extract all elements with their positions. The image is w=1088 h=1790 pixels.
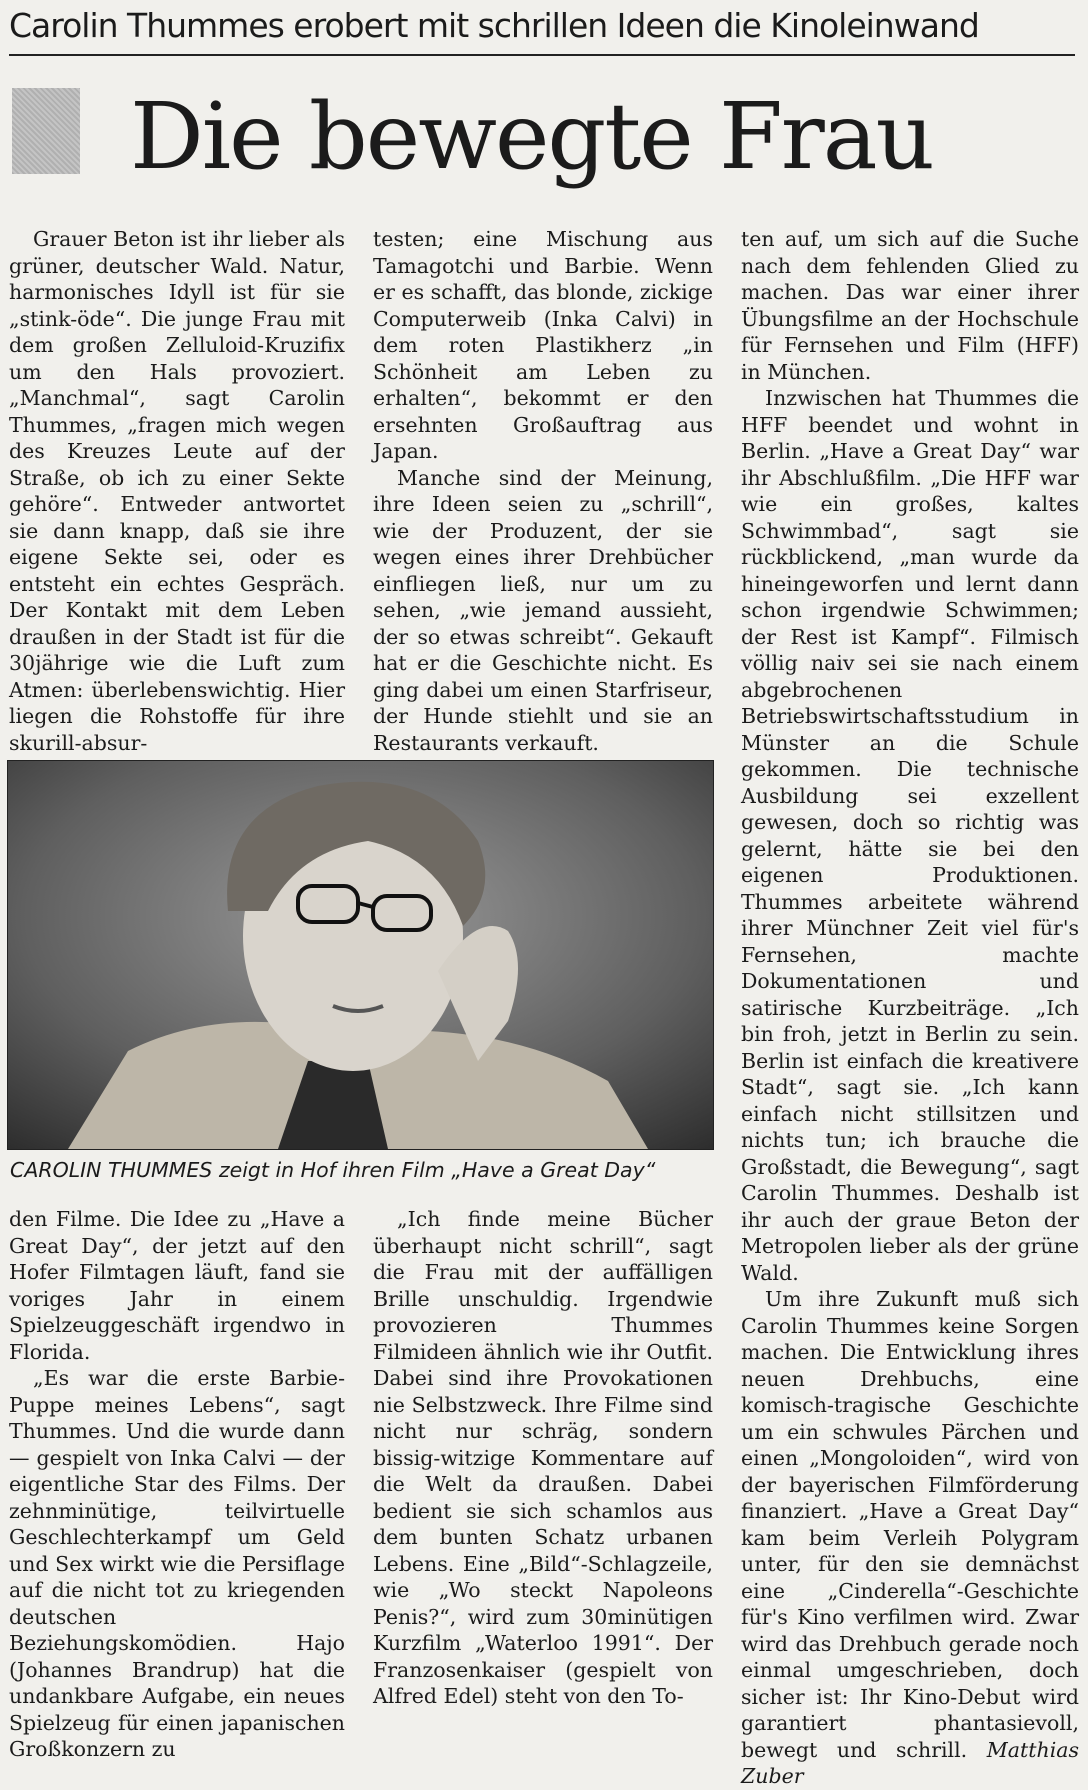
portrait-photo [7, 760, 714, 1150]
paragraph: testen; eine Mischung aus Tamagotchi und Barbie. Wenn er es schafft, das blonde, zickige Computerweib (Inka Calvi) in dem roten Plastikherz „in Schönheit am Leben zu erhalten“, bekommt er den ersehnten Großauftrag aus Japan. [373, 227, 713, 463]
article-column-2-bottom [373, 1206, 713, 1726]
paragraph: ten auf, um sich auf die Suche nach dem fehlenden Glied zu machen. Das war einer ihrer Übungsfilme an der Hochschule für Fernsehen und Film (HFF) in München. [741, 227, 1079, 384]
paragraph: „Ich finde meine Bücher überhaupt nicht schrill“, sagt die Frau mit der auffälligen Brille unschuldig. Irgendwie provozieren Thummes Filmideen ähnlich wie ihr Outfit. Dabei sind ihre Provokationen nie Selbstzweck. Ihre Filme sind nicht nur schräg, sondern bissig-witzige Kommentare auf die Welt da draußen. Dabei bedient sie sich schamlos aus dem bunten Schatz urbanen Lebens. Eine „Bild“-Schlagzeile, wie „Wo steckt Napoleons Penis?“, wird zum 30minütigen Kurzfilm „Waterloo 1991“. Der Franzosenkaiser (gespielt von Alfred Edel) steht von den To- [373, 1207, 713, 1708]
portrait-photo-illustration [8, 761, 713, 1149]
article-column-3 [741, 226, 1079, 1788]
paragraph: Inzwischen hat Thummes die HFF beendet und wohnt in Berlin. „Have a Great Day“ war ihr Abschlußfilm. „Die HFF war wie ein großes, kaltes Schwimmbad“, sagt sie rückblickend, „man wurde da hineingeworfen und lernt dann schon irgendwie Schwimmen; der Rest ist Kampf“. Filmisch völlig naiv sei sie nach einem abgebrochenen Betriebswirtschaftsstudium in Münster an die Schule gekommen. Die technische Ausbildung sei exzellent gewesen, doch so richtig was gelernt, hätte sie bei den eigenen Produktionen. Thummes arbeitete während ihrer Münchner Zeit viel für's Fernsehen, machte Dokumentationen und satirische Kurzbeiträge. „Ich bin froh, jetzt in Berlin zu sein. Berlin ist einfach die kreativere Stadt“, sagt sie. „Ich kann einfach nicht stillsitzen und nichts tun; ich brauche die Großstadt, die Bewegung“, sagt Carolin Thummes. Deshalb ist ihr auch der graue Beton der Metropolen lieber als der grüne Wald. [741, 386, 1079, 1285]
paragraph: den Filme. Die Idee zu „Have a Great Day“, der jetzt auf den Hofer Filmtagen läuft, fand sie voriges Jahr in einem Spielzeuggeschäft irgendwo in Florida. [9, 1207, 345, 1364]
article-column-2-top [373, 226, 713, 755]
headline: Die bewegte Frau [130, 83, 933, 190]
article-column-1-top [9, 226, 345, 755]
paragraph: „Es war die erste Barbie-Puppe meines Lebens“, sagt Thummes. Und die wurde dann — gespielt von Inka Calvi — der eigentliche Star des Films. Der zehnminütige, teilvirtuelle Geschlechterkampf um Geld und Sex wirkt wie die Persiflage auf die nicht tot zu kriegenden deutschen Beziehungskomödien. Hajo (Johannes Brandrup) hat die undankbare Aufgabe, ein neues Spielzeug für einen japanischen Großkonzern zu [9, 1366, 345, 1761]
kicker-line: Carolin Thummes erobert mit schrillen Ideen die Kinoleinwand [9, 2, 1075, 56]
paragraph-text: Um ihre Zukunft muß sich Carolin Thummes keine Sorgen machen. Die Entwicklung ihres neuen Drehbuchs, eine komisch-tragische Geschichte um ein schwules Pärchen und einen „Mongoloiden“, wird von der bayerischen Filmförderung finanziert. „Have a Great Day“ kam beim Verleih Polygram unter, für den sie demnächst eine „Cinderella“-Geschichte für's Kino verfilmen wird. Zwar wird das Drehbuch gerade noch einmal umgeschrieben, doch sicher ist: Ihr Kino-Debut wird garantiert phantasievoll, bewegt und schrill. [741, 1287, 1079, 1762]
article-column-1-bottom [9, 1206, 345, 1761]
photo-caption: CAROLIN THUMMES zeigt in Hof ihren Film „Have a Great Day“ [10, 1158, 656, 1182]
paragraph: Grauer Beton ist ihr lieber als grüner, deutscher Wald. Natur, harmonisches Idyll ist für sie „stink-öde“. Die junge Frau mit dem großen Zelluloid-Kruzifix um den Hals provoziert. „Manchmal“, sagt Carolin Thummes, „fragen mich wegen des Kreuzes Leute auf der Straße, ob ich zu einer Sekte gehöre“. Entweder antwortet sie dann knapp, daß sie ihre eigene Sekte sei, oder es entsteht ein echtes Gespräch. Der Kontakt mit dem Leben draußen in der Stadt ist für die 30jährige wie die Luft zum Atmen: überlebenswichtig. Hier liegen die Rohstoffe für ihre skurill-absur- [9, 227, 345, 755]
byline: Matthias Zuber [741, 1737, 1079, 1788]
decorative-grey-box [12, 88, 80, 174]
paragraph: Manche sind der Meinung, ihre Ideen seien zu „schrill“, wie der Produzent, der sie wegen eines ihrer Drehbücher einfliegen ließ, nur um zu sehen, „wie jemand aussieht, der so etwas schreibt“. Gekauft hat er die Geschichte nicht. Es ging dabei um einen Starfriseur, der Hunde stiehlt und sie an Restaurants verkauft. [373, 465, 713, 755]
paragraph [741, 1286, 1079, 1790]
